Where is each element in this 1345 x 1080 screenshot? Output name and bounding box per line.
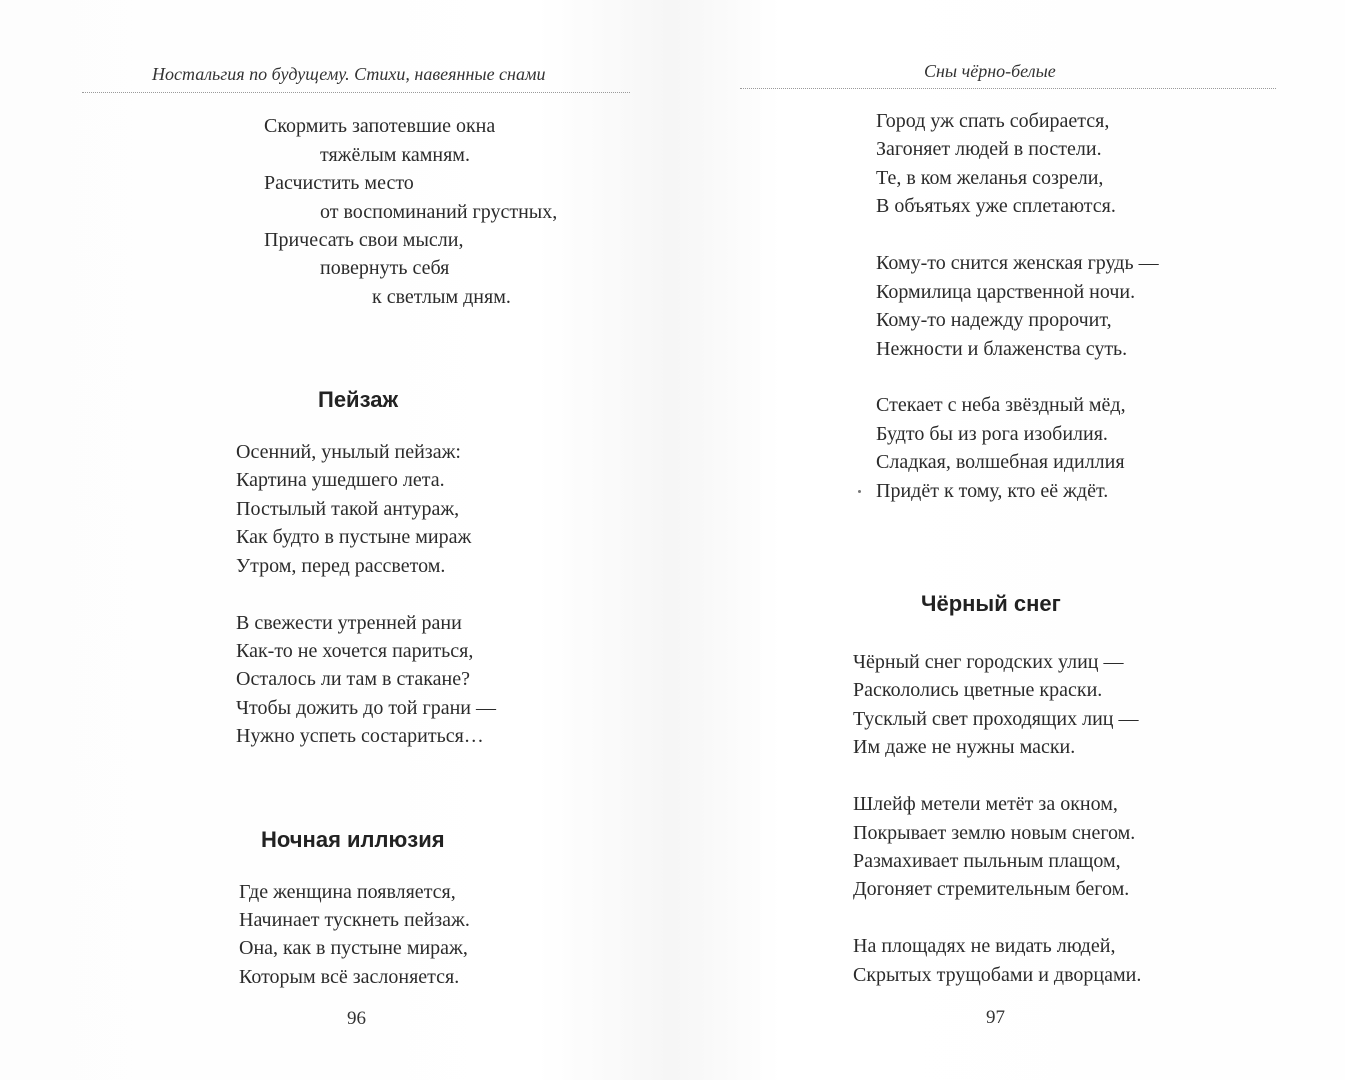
left-header-rule <box>82 92 630 93</box>
verse-line: Раскололись цветные краски. <box>853 679 1103 701</box>
verse-line: Где женщина появляется, <box>239 881 456 903</box>
verse-line: Расчистить место <box>264 172 414 194</box>
verse-line: Чёрный снег городских улиц — <box>853 651 1124 673</box>
verse-line: Скормить запотевшие окна <box>264 115 496 137</box>
verse-line: Покрывает землю новым снегом. <box>853 822 1136 844</box>
verse-line: В свежести утренней рани <box>236 612 462 634</box>
verse-line: Будто бы из рога изобилия. <box>876 423 1108 445</box>
page-number: 96 <box>347 1008 366 1029</box>
verse-line: Догоняет стремительным бегом. <box>853 878 1130 900</box>
verse-line: Утром, перед рассветом. <box>236 555 446 577</box>
verse-line: тяжёлым камням. <box>320 144 470 166</box>
verse-line: Сладкая, волшебная идиллия <box>876 451 1125 473</box>
verse-line: Чтобы дожить до той грани — <box>236 697 496 719</box>
verse-line: Те, в ком желанья созрели, <box>876 167 1104 189</box>
verse-line: Придёт к тому, кто её ждёт. <box>876 480 1109 502</box>
verse-line: к светлым дням. <box>372 286 511 308</box>
left-page <box>0 0 672 1080</box>
verse-line: от воспоминаний грустных, <box>320 201 558 223</box>
verse-line: Нежности и блаженства суть. <box>876 338 1128 360</box>
verse-line: Шлейф метели метёт за окном, <box>853 793 1118 815</box>
poem-title: Чёрный снег <box>921 591 1061 616</box>
verse-line: Размахивает пыльным плащом, <box>853 850 1121 872</box>
verse-line: Причесать свои мысли, <box>264 229 464 251</box>
right-header-rule <box>740 88 1276 89</box>
verse-line: Картина ушедшего лета. <box>236 469 445 491</box>
verse-line: Начинает тускнеть пейзаж. <box>239 909 470 931</box>
verse-line: Осталось ли там в стакане? <box>236 668 470 690</box>
verse-line: Кормилица царственной ночи. <box>876 281 1136 303</box>
verse-line: Кому-то надежду пророчит, <box>876 309 1112 331</box>
verse-line: Им даже не нужны маски. <box>853 736 1076 758</box>
verse-line: Как будто в пустыне мираж <box>236 526 472 548</box>
verse-line: повернуть себя <box>320 257 450 279</box>
verse-line: На площадях не видать людей, <box>853 935 1116 957</box>
verse-line: Осенний, унылый пейзаж: <box>236 441 461 463</box>
print-speck <box>858 490 861 493</box>
verse-line: Нужно успеть состариться… <box>236 725 484 747</box>
verse-line: Которым всё заслоняется. <box>239 966 460 988</box>
right-running-header: Сны чёрно-белые <box>924 61 1056 81</box>
page-number: 97 <box>986 1007 1005 1028</box>
verse-line: Постылый такой антураж, <box>236 498 460 520</box>
right-page <box>672 0 1345 1080</box>
poem-title: Ночная иллюзия <box>261 827 445 852</box>
verse-line: Как-то не хочется париться, <box>236 640 474 662</box>
verse-line: Тусклый свет проходящих лиц — <box>853 708 1139 730</box>
verse-line: Она, как в пустыне мираж, <box>239 937 468 959</box>
verse-line: Загоняет людей в постели. <box>876 138 1102 160</box>
verse-line: Город уж спать собирается, <box>876 110 1110 132</box>
left-running-header: Ностальгия по будущему. Стихи, навеянные снами <box>152 64 546 84</box>
poem-title: Пейзаж <box>318 387 399 412</box>
verse-line: Кому-то снится женская грудь — <box>876 252 1159 274</box>
verse-line: В объятьях уже сплетаются. <box>876 195 1116 217</box>
verse-line: Скрытых трущобами и дворцами. <box>853 964 1142 986</box>
verse-line: Стекает с неба звёздный мёд, <box>876 394 1126 416</box>
